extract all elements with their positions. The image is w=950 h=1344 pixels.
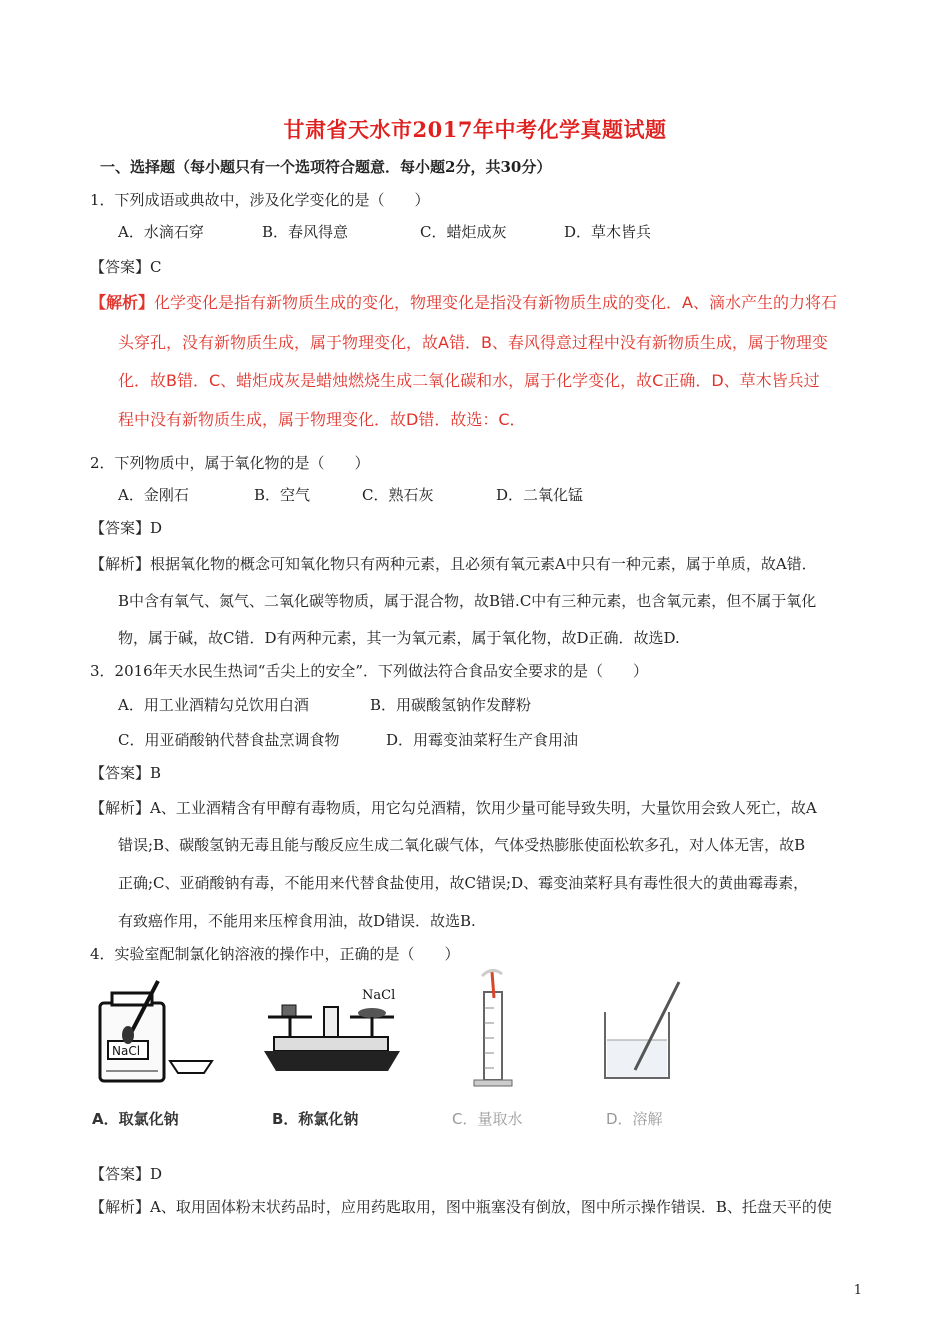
question-4-answer: 【答案】D — [90, 1165, 163, 1183]
question-1-analysis-line-1 — [90, 290, 837, 313]
page-title: 甘肃省天水市2017年中考化学真题试题 — [283, 117, 667, 142]
question-1-analysis-line-2: 头穿孔，没有新物质生成，属于物理变化，故A错．B、春风得意过程中没有新物质生成，属于物理变 — [118, 333, 828, 352]
figure-d-caption: D．溶解 — [606, 1110, 663, 1128]
figure-a-caption: A．取氯化钠 — [92, 1110, 179, 1128]
question-1-option-a: A．水滴石穿 — [118, 223, 204, 241]
page-number: 1 — [853, 1283, 862, 1298]
question-1-analysis-line-3: 化．故B错．C、蜡炬成灰是蜡烛燃烧生成二氧化碳和水，属于化学变化，故C正确．D、草木皆兵过 — [118, 371, 820, 390]
figure-b-nacl-label: NaCl — [362, 988, 396, 1003]
question-3-analysis-line-2: 错误;B、碳酸氢钠无毒且能与酸反应生成二氧化碳气体，气体受热膨胀使面松软多孔，对人体无害，故B — [118, 836, 806, 854]
question-2-answer: 【答案】D — [90, 519, 163, 537]
question-2-option-d: D．二氧化锰 — [496, 486, 584, 504]
question-3-option-b: B．用碳酸氢钠作发酵粉 — [370, 696, 532, 714]
question-2-option-b: B．空气 — [254, 486, 311, 504]
question-4-stem: 4．实验室配制氯化钠溶液的操作中，正确的是（ ） — [90, 945, 460, 963]
question-1-option-d: D．草木皆兵 — [564, 223, 652, 241]
question-1-answer: 【答案】C — [90, 258, 162, 276]
question-2-option-c: C．熟石灰 — [362, 486, 434, 504]
question-1-analysis-text-1: 化学变化是指有新物质生成的变化，物理变化是指没有新物质生成的变化．A、滴水产生的力将石 — [154, 293, 837, 312]
section-heading: 一、选择题（每小题只有一个选项符合题意．每小题2分，共30分） — [100, 158, 552, 176]
question-3-stem: 3．2016年天水民生热词“舌尖上的安全”．下列做法符合食品安全要求的是（ ） — [90, 662, 649, 680]
question-1-option-b: B．春风得意 — [262, 223, 349, 241]
question-1-analysis-tag: 【解析】 — [90, 293, 155, 312]
question-2-analysis-line-2: B中含有氧气、氮气、二氧化碳等物质，属于混合物，故B错.C中有三种元素，也含氧元素，但不属于氧化 — [118, 592, 817, 610]
question-3-option-c: C．用亚硝酸钠代替食盐烹调食物 — [118, 731, 340, 749]
question-3-analysis-line-3: 正确;C、亚硝酸钠有毒，不能用来代替食盐使用，故C错误;D、霉变油菜籽具有毒性很大的黄曲霉毒素， — [118, 874, 809, 892]
figure-a-nacl-label: NaCl — [112, 1044, 141, 1058]
question-4-analysis-line-1: 【解析】A、取用固体粉末状药品时，应用药匙取用，图中瓶塞没有倒放，图中所示操作错误．B、托盘天平的使 — [90, 1198, 832, 1216]
question-2-stem: 2．下列物质中，属于氧化物的是（ ） — [90, 454, 370, 472]
question-1-analysis-line-4: 程中没有新物质生成，属于物理变化．故D错．故选：C． — [118, 410, 526, 429]
question-2-analysis-line-3: 物，属于碱，故C错．D有两种元素，其一为氧元素，属于氧化物，故D正确．故选D. — [118, 629, 680, 647]
question-3-analysis-line-4: 有致癌作用，不能用来压榨食用油，故D错误．故选B. — [118, 912, 476, 930]
question-2-option-a: A．金刚石 — [118, 486, 189, 504]
question-1-option-c: C．蜡炬成灰 — [420, 223, 507, 241]
figure-d-beaker — [595, 978, 695, 1088]
figure-b-balance — [260, 985, 405, 1085]
figure-a-reagent-bottle — [92, 975, 222, 1085]
question-2-analysis-line-1: 【解析】根据氧化物的概念可知氧化物只有两种元素，且必须有氧元素A中只有一种元素，属于单质，故A错． — [90, 555, 817, 573]
question-3-analysis-line-1: 【解析】A、工业酒精含有甲醇有毒物质，用它勾兑酒精，饮用少量可能导致失明，大量饮用会致人死亡，故A — [90, 799, 817, 817]
question-3-answer: 【答案】B — [90, 764, 162, 782]
question-3-option-d: D．用霉变油菜籽生产食用油 — [386, 731, 579, 749]
question-1-stem: 1．下列成语或典故中，涉及化学变化的是（ ） — [90, 191, 430, 209]
figure-b-caption: B．称氯化钠 — [272, 1110, 359, 1128]
figure-c-graduated-cylinder — [466, 968, 526, 1088]
question-3-option-a: A．用工业酒精勾兑饮用白酒 — [118, 696, 309, 714]
figure-c-caption: C．量取水 — [452, 1110, 523, 1128]
